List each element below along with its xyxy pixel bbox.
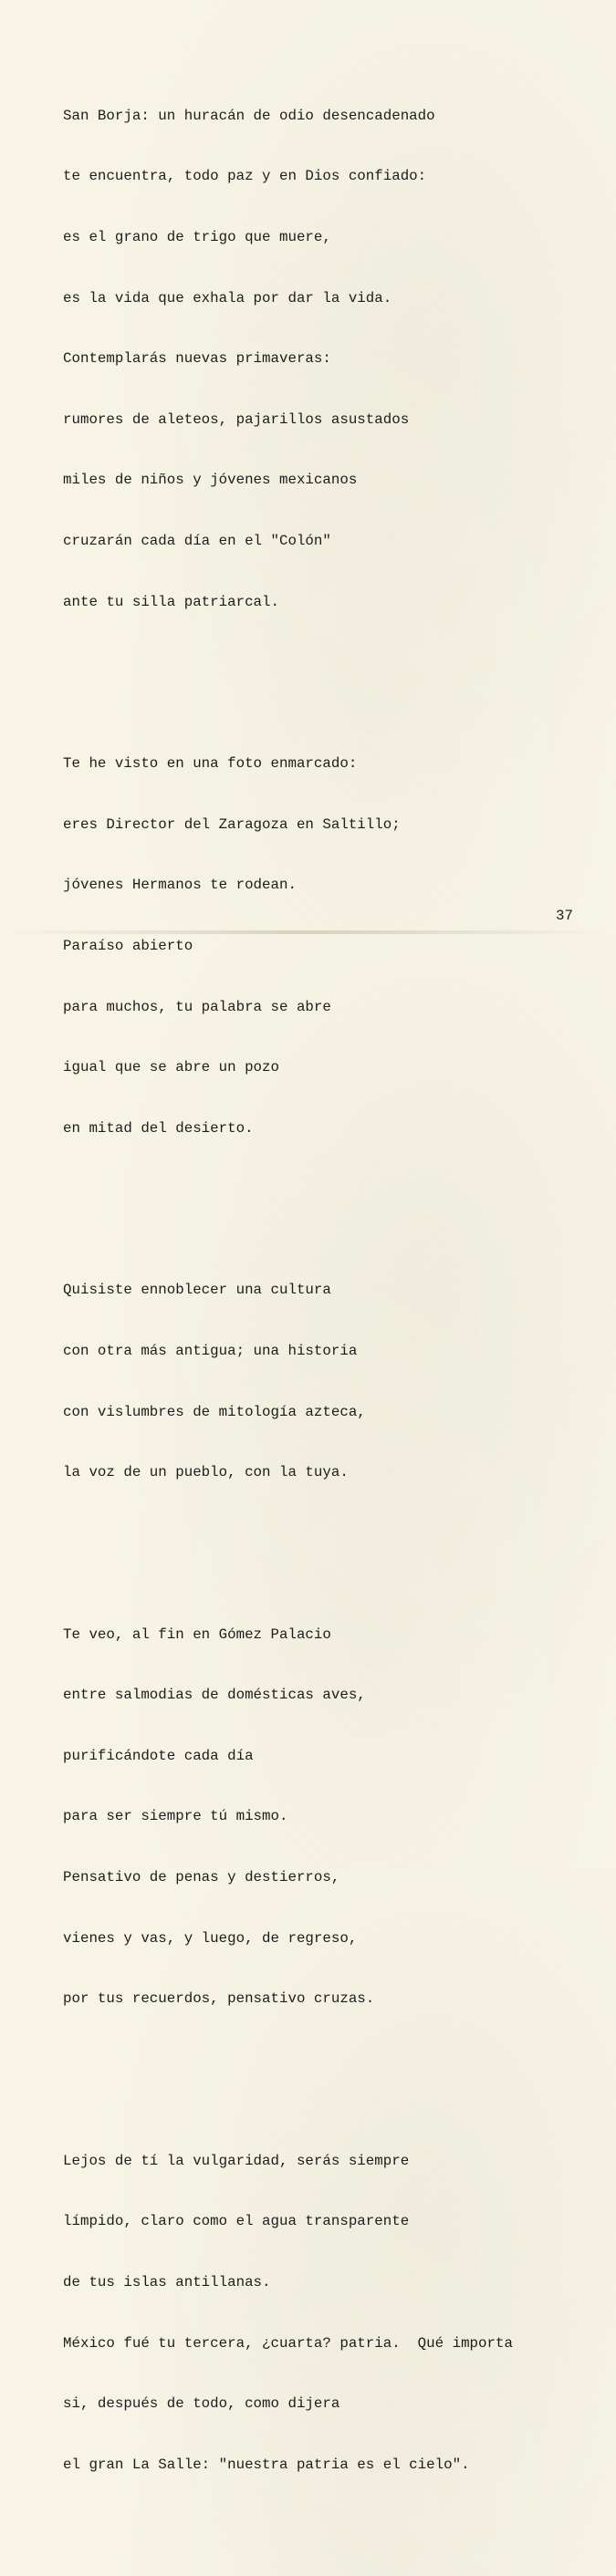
poem-line: con vislumbres de mitología azteca,: [63, 1403, 366, 1420]
poem-line: rumores de aleteos, pajarillos asustados: [63, 410, 410, 428]
poem-line: te encuentra, todo paz y en Dios confiado:: [63, 168, 427, 185]
poem-line: con otra más antigua; una historia: [63, 1342, 358, 1359]
page-edge-divider: [0, 930, 616, 934]
poem-body: [63, 25, 611, 2576]
poem-line: cruzarán cada día en el "Colón": [63, 532, 331, 549]
poem-line: Quisiste ennoblecer una cultura: [63, 1282, 331, 1299]
poem-line: eres Director del Zaragoza en Saltillo;: [63, 815, 401, 833]
poem-line: es el grano de trigo que muere,: [63, 229, 331, 245]
poem-line: Lejos de tí la vulgaridad, serás siempre: [63, 2152, 410, 2169]
poem-line: el gran La Salle: "nuestra patria es el cielo".: [63, 2456, 470, 2473]
poem-line: Paraíso abierto: [63, 937, 193, 954]
poem-line: es la vida que exhala por dar la vida.: [63, 289, 392, 306]
poem-line: vienes y vas, y luego, de regreso,: [63, 1929, 358, 1947]
poem-stanza-4: [63, 1584, 611, 2050]
page-number: 37: [556, 908, 573, 924]
poem-line: de tus islas antillanas.: [63, 2274, 271, 2291]
poem-line: Contemplarás nuevas primaveras:: [63, 350, 331, 368]
poem-line: purificándote cada día: [63, 1747, 254, 1764]
poem-line: límpido, claro como el agua transparente: [63, 2213, 410, 2230]
poem-line: San Borja: un huracán de odio desencadenado: [63, 107, 435, 124]
poem-line: para ser siempre tú mismo.: [63, 1808, 288, 1825]
poem-line: Te he visto en una foto enmarcado:: [63, 755, 358, 773]
poem-line: miles de niños y jóvenes mexicanos: [63, 472, 358, 489]
poem-stanza-1: [63, 65, 611, 652]
poem-stanza-2: [63, 713, 611, 1179]
poem-stanza-5: [63, 2110, 611, 2515]
poem-line: para muchos, tu palabra se abre: [63, 998, 331, 1015]
poem-line: entre salmodias de domésticas aves,: [63, 1687, 366, 1704]
poem-line: la voz de un pueblo, con la tuya.: [63, 1464, 349, 1481]
poem-line: jóvenes Hermanos te rodean.: [63, 877, 297, 894]
poem-line: si, después de todo, como dijera: [63, 2395, 340, 2413]
poem-line: México fué tu tercera, ¿cuarta? patria. Qué importa: [63, 2334, 513, 2352]
poem-line: Te veo, al fin en Gómez Palacio: [63, 1626, 331, 1643]
poem-line: igual que se abre un pozo: [63, 1059, 279, 1076]
poem-line: por tus recuerdos, pensativo cruzas.: [63, 1990, 375, 2008]
poem-line: Pensativo de penas y destierros,: [63, 1869, 340, 1886]
poem-line: en mitad del desierto.: [63, 1119, 254, 1137]
poem-stanza-3: [63, 1240, 611, 1523]
poem-line: ante tu silla patriarcal.: [63, 593, 279, 610]
